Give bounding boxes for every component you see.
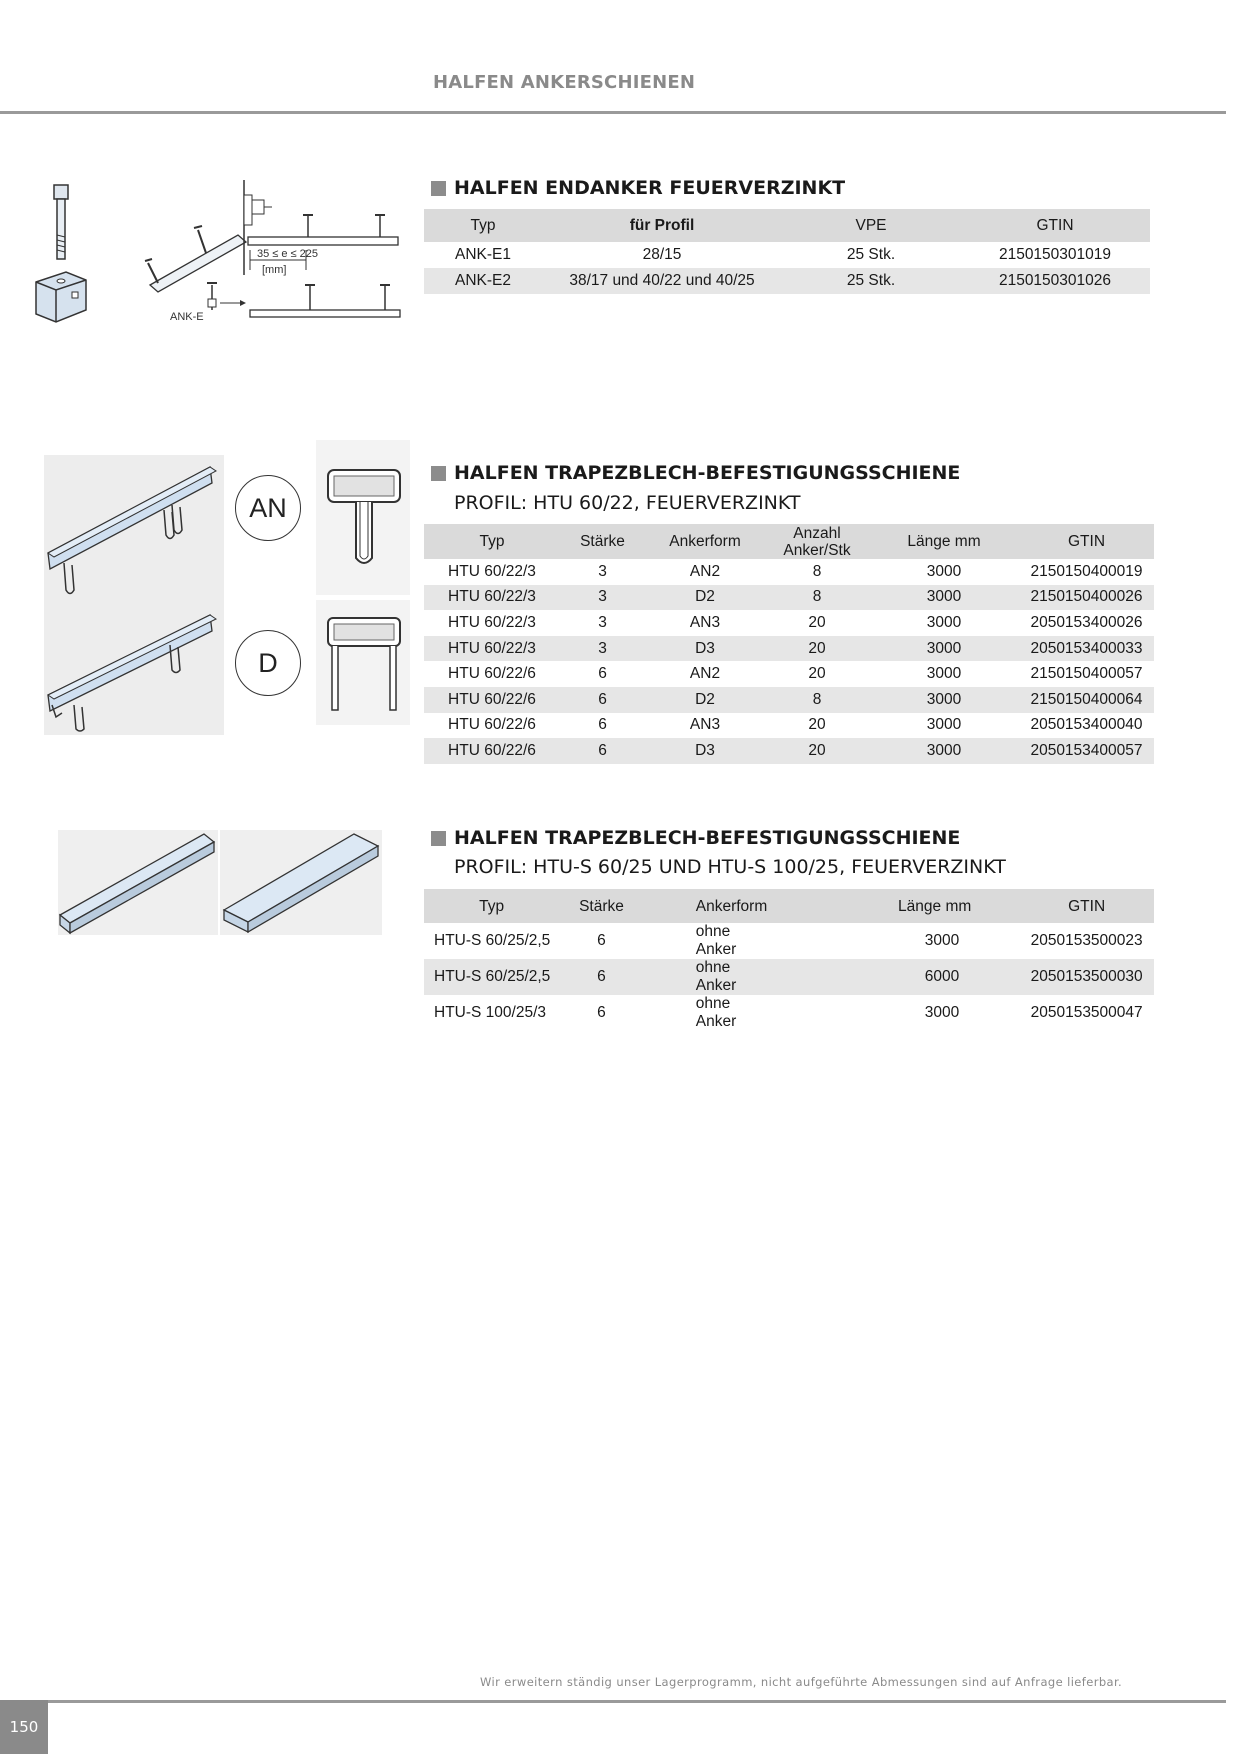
table-cell: 25 Stk.: [782, 268, 960, 294]
table-cell: HTU 60/22/3: [424, 585, 560, 611]
section-subtitle-htu-s: PROFIL: HTU-S 60/25 UND HTU-S 100/25, FEUERVERZINKT: [454, 856, 1006, 878]
table-cell: ANK-E1: [455, 246, 511, 263]
anchor-form-badge-d: D: [235, 630, 301, 696]
section-title-htu: HALFEN TRAPEZBLECH-BEFESTIGUNGSSCHIENE: [431, 462, 960, 484]
footer-divider: [48, 1700, 1226, 1703]
section-title-endanker: HALFEN ENDANKER FEUERVERZINKT: [431, 177, 845, 199]
col-header: Ankerform: [645, 524, 765, 559]
section-subtitle-htu: PROFIL: HTU 60/22, FEUERVERZINKT: [454, 492, 801, 514]
table-cell: 3: [598, 562, 607, 580]
table-cell: HTU 60/22/6: [424, 738, 560, 764]
profile-d-cross-section: [316, 600, 410, 725]
htu-s-table: [424, 889, 1154, 1031]
rail-d-anchor-illustration: [44, 605, 224, 735]
col-header: Typ: [424, 889, 559, 923]
table-cell: 3000: [926, 716, 962, 734]
table-cell: 8: [765, 687, 869, 713]
table-row: [424, 713, 1154, 739]
table-row: [424, 923, 1154, 959]
table-cell: 20: [808, 613, 826, 631]
dimension-unit-label: [mm]: [262, 264, 287, 276]
table-row: [424, 268, 1150, 294]
header-divider: [0, 111, 1226, 114]
table-row: [424, 610, 1154, 636]
table-cell: 8: [812, 562, 822, 580]
table-row: [424, 585, 1154, 611]
endanker-installation-drawing: [140, 175, 402, 330]
table-cell: ANK-E2: [424, 268, 542, 294]
htu-table: [424, 524, 1154, 764]
table-cell: 2150150400026: [1019, 585, 1154, 611]
table-row: [424, 995, 1154, 1031]
rail-an-anchor-illustration: [44, 455, 224, 605]
col-header: GTIN: [960, 209, 1150, 242]
table-cell: AN3: [689, 613, 721, 631]
table-cell: 6: [598, 665, 607, 683]
table-cell: 2150150301019: [998, 246, 1112, 263]
table-cell: 3: [598, 613, 607, 631]
table-cell: 20: [765, 636, 869, 662]
dimension-label: 35 ≤ e ≤ 225: [257, 248, 319, 260]
table-cell: HTU-S 60/25/2,5: [434, 932, 551, 949]
table-cell: 2050153400026: [1030, 613, 1143, 631]
table-row: [424, 687, 1154, 713]
col-header: für Profil: [542, 209, 782, 242]
table-row: [424, 559, 1154, 585]
table-cell: 6: [560, 687, 645, 713]
table-cell: 6000: [767, 959, 1019, 995]
anchor-form-badge-an: AN: [235, 475, 301, 541]
table-cell: 3000: [926, 562, 962, 580]
section-title-htu-s: HALFEN TRAPEZBLECH-BEFESTIGUNGSSCHIENE: [431, 827, 960, 849]
table-cell: 3000: [924, 932, 960, 949]
table-row: [424, 661, 1154, 687]
footer-note: Wir erweitern ständig unser Lagerprogramm, nicht aufgeführte Abmessungen sind auf Anfrage lieferbar.: [480, 1675, 1123, 1689]
table-row: [424, 242, 1150, 268]
table-cell: 3000: [926, 613, 962, 631]
rail-htu-s-60-illustration: [58, 830, 218, 935]
section-square-icon: [431, 831, 446, 846]
profile-an-cross-section: [316, 440, 410, 595]
table-cell: 20: [808, 716, 826, 734]
table-cell: 6: [597, 1004, 606, 1021]
table-cell: 2150150400064: [1019, 687, 1154, 713]
table-row: [424, 636, 1154, 662]
table-row: [424, 959, 1154, 995]
table-cell: 6: [559, 959, 644, 995]
table-cell: 2050153500047: [1030, 1004, 1143, 1021]
table-cell: 6: [598, 716, 607, 734]
col-header: GTIN: [1019, 524, 1154, 559]
col-header: Ankerform: [644, 889, 768, 923]
table-cell: D3: [645, 738, 765, 764]
table-cell: 2150150400057: [1030, 665, 1143, 683]
table-cell: HTU-S 60/25/2,5: [424, 959, 559, 995]
table-cell: 28/15: [642, 246, 682, 263]
table-cell: D3: [645, 636, 765, 662]
table-cell: ohne Anker: [644, 959, 768, 995]
table-cell: 6: [560, 738, 645, 764]
endanker-bolt-illustration: [30, 180, 90, 330]
section-square-icon: [431, 466, 446, 481]
table-cell: 2050153400057: [1019, 738, 1154, 764]
page-header-title: HALFEN ANKERSCHIENEN: [433, 72, 696, 93]
col-header: Typ: [424, 524, 560, 559]
table-cell: 3000: [869, 585, 1019, 611]
table-row: [424, 738, 1154, 764]
table-cell: 2050153400033: [1019, 636, 1154, 662]
col-header: Typ: [424, 209, 542, 242]
table-cell: AN3: [689, 716, 721, 734]
endanker-table: [424, 209, 1150, 294]
table-cell: 2150150400019: [1030, 562, 1143, 580]
table-cell: 3000: [869, 738, 1019, 764]
table-cell: HTU 60/22/3: [424, 636, 560, 662]
table-cell: HTU 60/22/6: [448, 665, 536, 683]
table-cell: 6: [597, 932, 606, 949]
table-cell: 2150150301026: [960, 268, 1150, 294]
part-label: ANK-E: [170, 311, 204, 323]
col-header: GTIN: [1019, 889, 1154, 923]
section-square-icon: [431, 181, 446, 196]
table-cell: AN2: [689, 562, 721, 580]
table-cell: 2050153500030: [1019, 959, 1154, 995]
table-cell: D2: [645, 687, 765, 713]
col-header: VPE: [782, 209, 960, 242]
table-cell: ohne Anker: [695, 995, 737, 1030]
table-cell: 3000: [869, 687, 1019, 713]
col-header: Länge mm: [767, 889, 1019, 923]
rail-htu-s-100-illustration: [220, 830, 382, 935]
table-cell: 3000: [869, 636, 1019, 662]
page-number: 150: [0, 1700, 48, 1754]
table-cell: 25 Stk.: [846, 246, 896, 263]
col-header: Stärke: [560, 524, 645, 559]
table-cell: 8: [765, 585, 869, 611]
table-cell: HTU-S 100/25/3: [434, 1004, 546, 1021]
table-cell: HTU 60/22/3: [448, 562, 536, 580]
table-cell: 2050153400040: [1030, 716, 1143, 734]
col-header: Anzahl Anker/Stk: [765, 524, 869, 559]
col-header: Stärke: [559, 889, 644, 923]
table-cell: 3: [560, 585, 645, 611]
table-cell: ohne Anker: [695, 923, 737, 958]
col-header: Länge mm: [869, 524, 1019, 559]
table-cell: 20: [808, 665, 826, 683]
table-cell: 3: [560, 636, 645, 662]
table-cell: HTU 60/22/6: [448, 716, 536, 734]
table-cell: D2: [645, 585, 765, 611]
table-cell: HTU 60/22/6: [424, 687, 560, 713]
table-cell: 38/17 und 40/22 und 40/25: [542, 268, 782, 294]
table-cell: 20: [765, 738, 869, 764]
table-cell: AN2: [689, 665, 721, 683]
table-cell: 3000: [924, 1004, 960, 1021]
table-cell: 2050153500023: [1030, 932, 1143, 949]
table-cell: HTU 60/22/3: [448, 613, 536, 631]
table-cell: 3000: [926, 665, 962, 683]
